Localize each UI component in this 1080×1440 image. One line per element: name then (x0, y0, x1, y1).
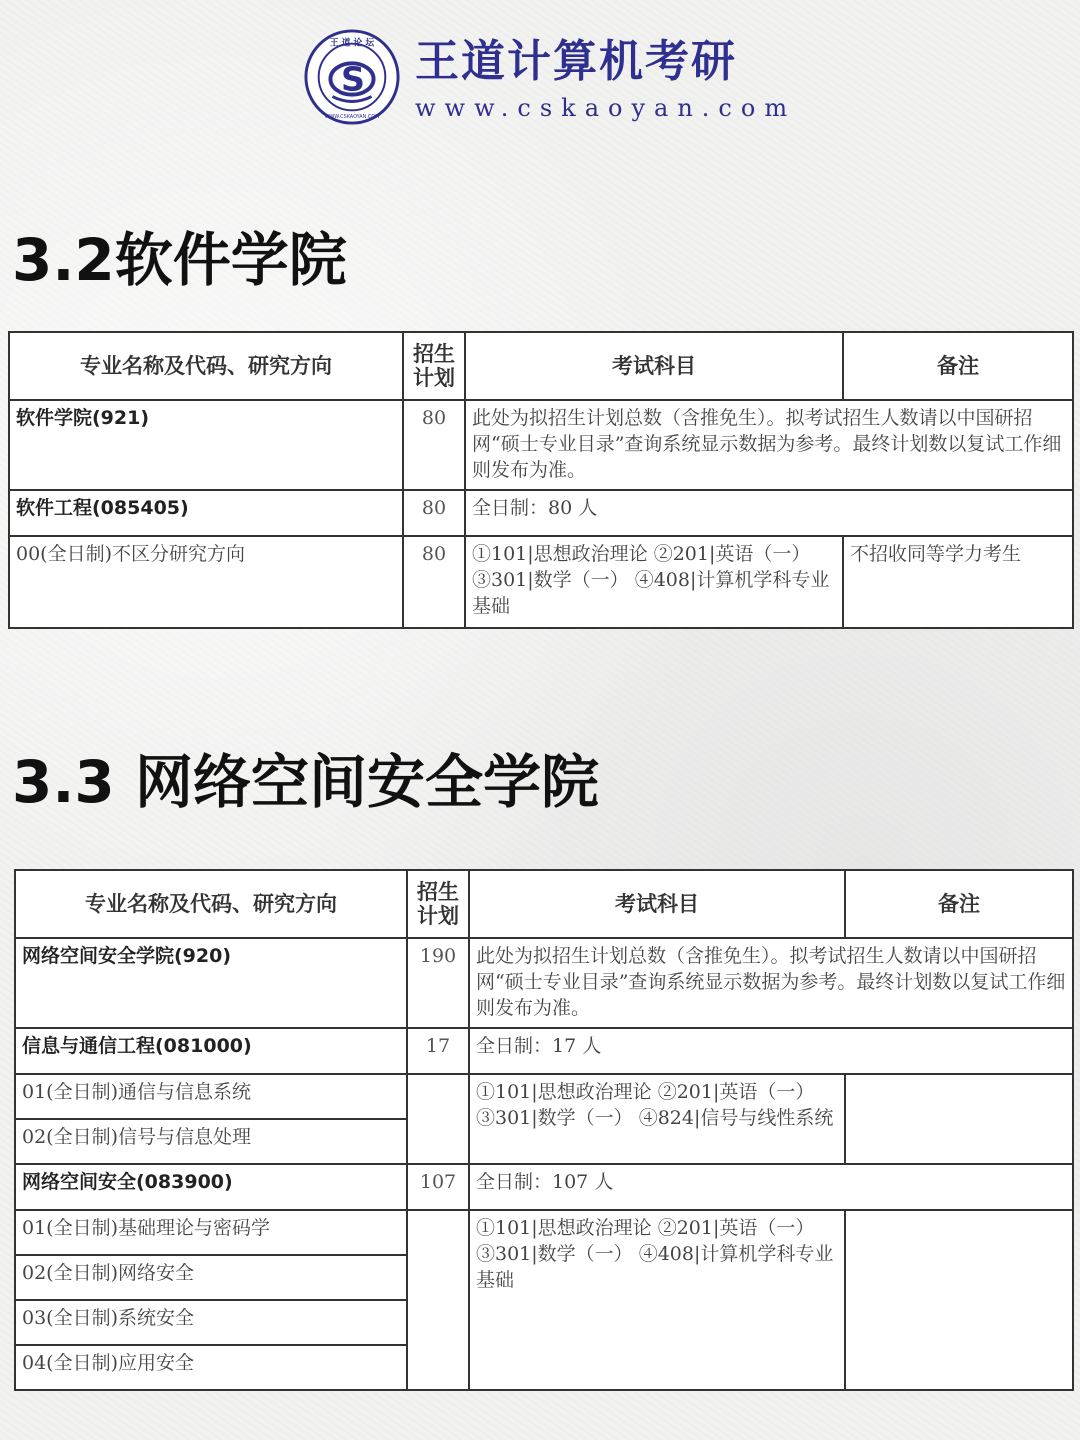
header-major: 专业名称及代码、研究方向 (9, 332, 403, 400)
table-row (9, 536, 1073, 628)
school-name: 网络空间安全学院(920) (15, 938, 407, 1028)
major2-fulltime: 全日制：107 人 (469, 1164, 1073, 1210)
header-plan: 招生 计划 (403, 332, 465, 400)
school-name: 软件学院(921) (9, 400, 403, 490)
school-plan: 190 (407, 938, 469, 1028)
svg-text:王 道 论 坛: 王 道 论 坛 (329, 38, 375, 49)
software-table (8, 331, 1074, 629)
direction-exam: ①101|思想政治理论 ②201|英语（一）③301|数学（一） ④408|计算机学科专业基础 (465, 536, 843, 628)
major2-direction-1: 01(全日制)基础理论与密码学 (15, 1210, 407, 1255)
table-row (15, 1164, 1073, 1210)
major2-direction-4: 04(全日制)应用安全 (15, 1345, 407, 1390)
header-major: 专业名称及代码、研究方向 (15, 870, 407, 938)
major1-fulltime: 全日制：17 人 (469, 1028, 1073, 1074)
major1-direction-2: 02(全日制)信号与信息处理 (15, 1119, 407, 1164)
brand-seal-icon (303, 28, 401, 126)
major-fulltime: 全日制：80 人 (465, 490, 1073, 536)
header-note: 备注 (843, 332, 1073, 400)
school-description: 此处为拟招生计划总数（含推免生）。拟考试招生人数请以中国研招网“硕士专业目录”查询系统显示数据为参考。最终计划数以复试工作细则发布为准。 (465, 400, 1073, 490)
brand-title: 王道计算机考研 (415, 36, 737, 87)
svg-text:S: S (340, 59, 365, 99)
major2-exam: ①101|思想政治理论 ②201|英语（一）③301|数学（一） ④408|计算机学科专业基础 (469, 1210, 845, 1390)
major1-note (845, 1074, 1073, 1164)
direction-note: 不招收同等学力考生 (843, 536, 1073, 628)
cyberspace-table (14, 869, 1074, 1391)
major1-direction-plan (407, 1074, 469, 1164)
major1-name: 信息与通信工程(081000) (15, 1028, 407, 1074)
major2-direction-3: 03(全日制)系统安全 (15, 1300, 407, 1345)
brand-url: www.cskaoyan.com (415, 94, 797, 122)
major2-plan: 107 (407, 1164, 469, 1210)
major-plan: 80 (403, 490, 465, 536)
direction-plan: 80 (403, 536, 465, 628)
direction-name: 00(全日制)不区分研究方向 (9, 536, 403, 628)
section-title-software: 3.2软件学院 (12, 226, 347, 294)
major-name: 软件工程(085405) (9, 490, 403, 536)
school-description: 此处为拟招生计划总数（含推免生）。拟考试招生人数请以中国研招网“硕士专业目录”查询系统显示数据为参考。最终计划数以复试工作细则发布为准。 (469, 938, 1073, 1028)
table-header-row (15, 870, 1073, 938)
table-row (15, 938, 1073, 1028)
major2-note (845, 1210, 1073, 1390)
major2-name: 网络空间安全(083900) (15, 1164, 407, 1210)
major2-direction-2: 02(全日制)网络安全 (15, 1255, 407, 1300)
table-row (15, 1028, 1073, 1074)
major1-direction-1: 01(全日制)通信与信息系统 (15, 1074, 407, 1119)
table-row (15, 1210, 1073, 1255)
brand-logo (303, 28, 797, 128)
table-row (9, 400, 1073, 490)
major1-exam: ①101|思想政治理论 ②201|英语（一）③301|数学（一） ④824|信号与线性系统 (469, 1074, 845, 1164)
school-plan: 80 (403, 400, 465, 490)
section-title-cyberspace: 3.3 网络空间安全学院 (12, 748, 599, 816)
header-note: 备注 (845, 870, 1073, 938)
major2-direction-plan (407, 1210, 469, 1390)
header-plan: 招生 计划 (407, 870, 469, 938)
major1-plan: 17 (407, 1028, 469, 1074)
table-header-row (9, 332, 1073, 400)
table-row (15, 1074, 1073, 1119)
header-exam: 考试科目 (465, 332, 843, 400)
header-exam: 考试科目 (469, 870, 845, 938)
table-row (9, 490, 1073, 536)
svg-text:WWW.CSKAOYAN.COM: WWW.CSKAOYAN.COM (324, 114, 380, 121)
